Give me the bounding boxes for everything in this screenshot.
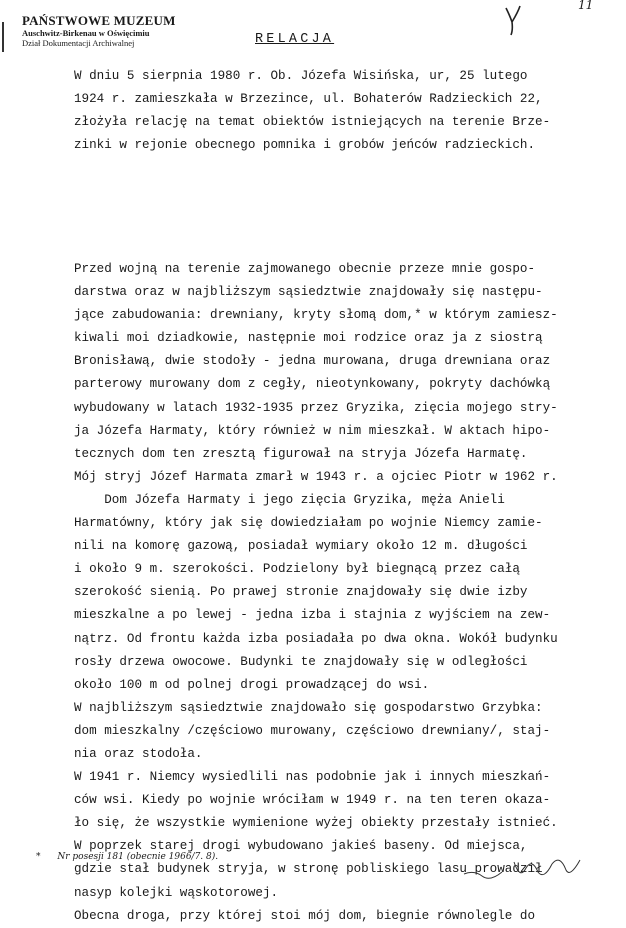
text-line: parterowy murowany dom z cegły, nieotynkowany, pokryty dachówką xyxy=(74,377,551,392)
text-line: około 100 m od polnej drogi prowadzącej do wsi. xyxy=(74,677,430,692)
text-line: W 1941 r. Niemcy wysiedlili nas podobnie jak i innych mieszkań- xyxy=(74,770,551,785)
text-line: Dom Józefa Harmaty i jego zięcia Gryzika, męża Anieli xyxy=(74,492,505,507)
text-line: złożyła relację na temat obiektów istniejących na terenie Brze- xyxy=(74,115,551,130)
handwritten-check-mark xyxy=(500,2,530,38)
museum-stamp xyxy=(22,14,192,48)
text-line: nątrz. Od frontu każda izba posiadała po dwa okna. Wokół budynku xyxy=(74,631,558,646)
text-line: nia oraz stodoła. xyxy=(74,746,203,761)
text-line: 1924 r. zamieszkała w Brzezince, ul. Bohaterów Radzieckich 22, xyxy=(74,92,543,107)
text-line: wybudowany w latach 1932-1935 przez Gryzika, zięcia mojego stry- xyxy=(74,400,558,415)
footnote-star: * xyxy=(36,852,41,862)
text-line: dom mieszkalny /częściowo murowany, częściowo drewniany/, staj- xyxy=(74,723,551,738)
text-line: i około 9 m. szerokości. Podzielony był biegnącą przez całą xyxy=(74,562,520,577)
text-line: Mój stryj Józef Harmata zmarł w 1943 r. a ojciec Piotr w 1962 r. xyxy=(74,469,558,484)
intro-paragraph xyxy=(74,65,550,157)
text-line: ja Józefa Harmaty, który również w nim mieszkał. W aktach hipo- xyxy=(74,423,551,438)
text-line: tecznych dom ten zresztą figurował na stryja Józefa Harmatę. xyxy=(74,446,528,461)
text-line: W dniu 5 sierpnia 1980 r. Ob. Józefa Wisińska, ur, 25 lutego xyxy=(74,69,528,83)
stamp-line-1: PAŃSTWOWE MUZEUM xyxy=(22,13,176,28)
stamp-line-3: Dział Dokumentacji Archiwalnej xyxy=(22,38,135,48)
signature-scribble xyxy=(460,850,590,886)
document-title: RELACJA xyxy=(255,32,335,47)
text-line: Harmatówny, który jak się dowiedziałam po wojnie Niemcy zamie- xyxy=(74,516,543,531)
footnote xyxy=(36,852,218,862)
text-line: kiwali moi dziadkowie, następnie moi rodzice oraz ja z siostrą xyxy=(74,331,543,346)
text-line: Obecna droga, przy której stoi mój dom, biegnie równolegle do xyxy=(74,908,536,923)
text-line: ło się, że wszystkie wymienione wyżej obiekty przestały istnieć. xyxy=(74,816,558,831)
text-line: ców wsi. Kiedy po wojnie wróciłam w 1949 r. na ten teren okaza- xyxy=(74,793,551,808)
text-line: rosły drzewa owocowe. Budynki te znajdowały się w odległości xyxy=(74,654,528,669)
text-line: Bronisławą, dwie stodoły - jedna murowana, druga drewniana oraz xyxy=(74,354,551,369)
text-line: szerokość sienią. Po prawej stronie znajdowały się dwie izby xyxy=(74,585,528,600)
text-line: darstwa oraz w najbliższym sąsiedztwie znajdowały się następu- xyxy=(74,285,543,300)
text-line: W poprzek starej drogi wybudowano jakieś baseny. Od miejsca, xyxy=(74,839,528,854)
text-line: gdzie stał budynek stryja, w stronę pobliskiego lasu prowadził xyxy=(74,862,543,877)
text-line: jące zabudowania: drewniany, kryty słomą dom,* w którym zamiesz- xyxy=(74,308,558,323)
text-line: W najbliższym sąsiedztwie znajdowało się gospodarstwo Grzybka: xyxy=(74,700,543,715)
footnote-text: Nr posesji 181 (obecnie 1966/7. 8). xyxy=(57,852,219,862)
margin-mark xyxy=(2,22,8,52)
text-line: nasyp kolejki wąskotorowej. xyxy=(74,885,279,900)
body-text xyxy=(74,258,558,928)
page-number: 11 xyxy=(578,0,594,12)
text-line: Przed wojną na terenie zajmowanego obecnie przeze mnie gospo- xyxy=(74,262,536,276)
text-line: mieszkalne a po lewej - jedna izba i stajnia z wyjściem na zew- xyxy=(74,608,551,623)
text-line: nili na komorę gazową, posiadał wymiary około 12 m. długości xyxy=(74,539,528,554)
stamp-line-2: Auschwitz-Birkenau w Oświęcimiu xyxy=(22,28,150,38)
text-line: zinki w rejonie obecnego pomnika i grobów jeńców radzieckich. xyxy=(74,138,536,153)
